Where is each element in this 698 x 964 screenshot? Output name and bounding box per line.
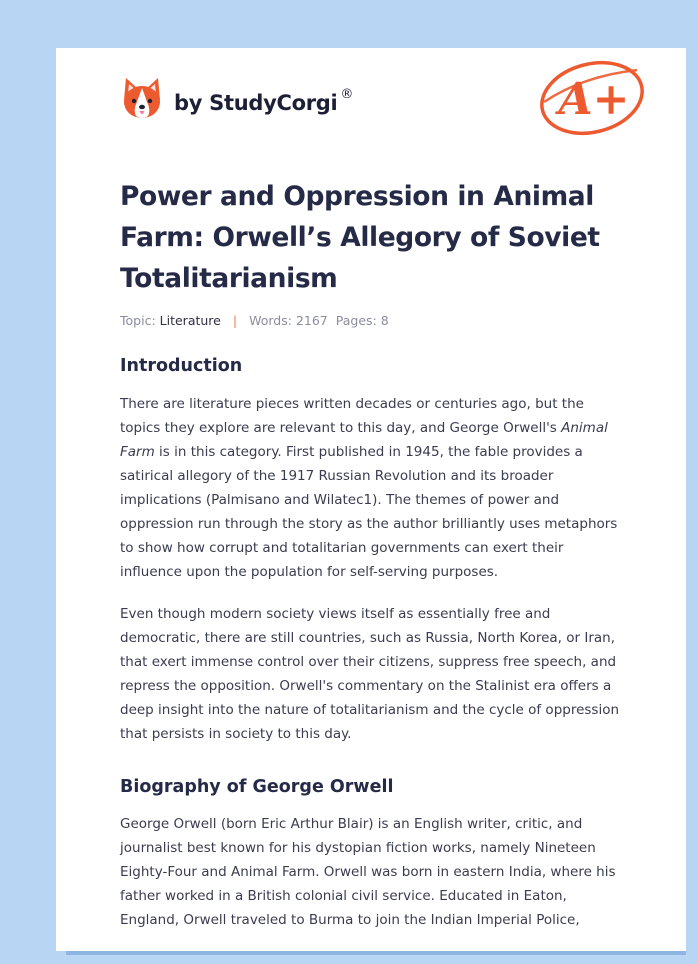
biography-heading: Biography of George Orwell <box>120 777 394 797</box>
grade-a-plus-stamp <box>537 58 649 140</box>
article-meta <box>120 313 625 328</box>
corgi-logo-icon <box>120 76 164 122</box>
pages-label: Pages: <box>335 313 377 328</box>
introduction-heading: Introduction <box>120 356 243 376</box>
meta-separator: | <box>232 313 238 328</box>
pages-count: 8 <box>380 313 389 328</box>
registered-mark: ® <box>340 87 354 102</box>
article-content <box>120 176 625 932</box>
grade-text: A+ <box>558 74 630 125</box>
studycorgi-logo[interactable] <box>120 74 353 124</box>
topic-label: Topic: <box>120 313 156 328</box>
words-label: Words: <box>249 313 292 328</box>
document-page <box>56 48 686 951</box>
biography-paragraph-1: George Orwell (born Eric Arthur Blair) is an English writer, critic, and journalist best known for his dystopian fiction works, namely Nineteen Eighty-Four and Animal Farm. Orwell was born in eastern India, where his father worked in a British colonial civil service. Educated in Eaton, England, Orwell traveled to Burma to join the Indian Imperial Police, <box>120 816 616 928</box>
brand-name: by StudyCorgi ® <box>174 87 354 115</box>
topic-link[interactable]: Literature <box>159 313 221 328</box>
intro-paragraph-1: There are literature pieces written decades or centuries ago, but the topics they explore are relevant to this day, and George Orwell's Animal Farm is in this category. First published in 1945, the fable provides a satirical allegory of the 1917 Russian Revolution and its broader implications (Palmisano and Wilatec1). The themes of power and oppression run through the story as the author brilliantly uses metaphors to show how corrupt and totalitarian governments can exert their influence upon the population for self-serving purposes. <box>120 396 618 580</box>
intro-paragraph-2: Even though modern society views itself as essentially free and democratic, there are still countries, such as Russia, North Korea, or Iran, that exert immense control over their citizens, suppress free speech, and repress the opposition. Orwell's commentary on the Stalinist era offers a deep insight into the nature of totalitarianism and the cycle of oppression that persists in society to this day. <box>120 606 620 742</box>
words-count: 2167 <box>295 313 328 328</box>
article-title: Power and Oppression in Animal Farm: Orwell’s Allegory of Soviet Totalitarianism <box>120 181 600 294</box>
book-title-italic: Animal Farm <box>120 420 608 460</box>
